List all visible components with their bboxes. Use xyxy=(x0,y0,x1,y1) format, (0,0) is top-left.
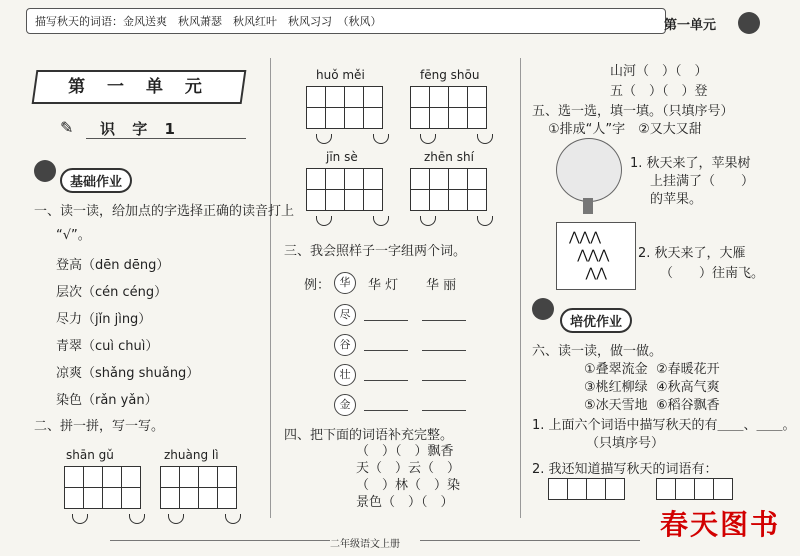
q1-item[interactable]: 青翠（cuì chuì） xyxy=(56,339,159,354)
q3-example-word: 华 丽 xyxy=(426,278,457,293)
pinyin-label: huǒ měi xyxy=(316,68,365,82)
q1-item[interactable]: 层次（cén céng） xyxy=(56,285,168,300)
q3-title: 三、我会照样子一字组两个词。 xyxy=(284,244,467,259)
unit-title: 第 一 单 元 xyxy=(68,77,210,97)
q3-char-ball: 尽 xyxy=(334,304,356,326)
q4-line[interactable]: （ ）林（ ）染 xyxy=(356,478,461,493)
pinyin-label: jīn sè xyxy=(326,150,358,164)
tone-circles xyxy=(420,211,493,230)
answer-line[interactable] xyxy=(422,380,466,381)
q4-line[interactable]: 天（ ）云（ ） xyxy=(356,461,461,476)
writing-grid[interactable] xyxy=(410,86,487,108)
writing-grid[interactable] xyxy=(306,189,383,211)
tone-circles xyxy=(72,509,145,528)
q1-item[interactable]: 登高（dēn dēng） xyxy=(56,258,170,273)
q2-title: 二、拼一拼，写一写。 xyxy=(34,419,165,434)
q4-line[interactable]: （ ）（ ）飘香 xyxy=(356,444,454,459)
lesson-underline xyxy=(86,138,246,139)
section-tag-basic: 基础作业 xyxy=(60,168,132,193)
q6-option: ⑥稻谷飘香 xyxy=(656,398,720,413)
answer-line[interactable] xyxy=(364,410,408,411)
header-phrases: 描写秋天的词语：金风送爽 秋风萧瑟 秋风红叶 秋风习习 （秋风） xyxy=(26,8,666,34)
q3-char-ball: 金 xyxy=(334,394,356,416)
writing-grid[interactable] xyxy=(306,107,383,129)
lesson-title: 识 字 1 xyxy=(100,120,181,138)
q5-item1: 1. 秋天来了，苹果树 xyxy=(630,156,751,171)
q6-option: ④秋高气爽 xyxy=(656,380,720,395)
tone-circles xyxy=(168,509,241,528)
mascot-icon xyxy=(34,160,56,182)
pinyin-label: fēng shōu xyxy=(420,68,480,82)
q5-options: ①排成“人”字 ②又大又甜 xyxy=(548,122,702,137)
mascot-icon xyxy=(532,298,554,320)
geese-icon: ⋀⋀⋀ ⋀⋀⋀ ⋀⋀ xyxy=(569,230,610,281)
q1-item[interactable]: 尽力（jǐn jìng） xyxy=(56,312,152,327)
writing-grid[interactable] xyxy=(548,478,625,500)
q6-item1-cont: （只填序号） xyxy=(586,436,665,451)
tone-circles xyxy=(316,211,389,230)
q5-item1: 的苹果。 xyxy=(650,192,703,207)
pinyin-label: zhēn shí xyxy=(424,150,474,164)
tree-trunk xyxy=(583,198,593,214)
q1-item[interactable]: 凉爽（shǎng shuǎng） xyxy=(56,366,200,381)
writing-grid[interactable] xyxy=(306,86,383,108)
answer-line[interactable] xyxy=(364,380,408,381)
watermark: 春天图书 xyxy=(660,508,781,541)
q3-char-ball: 谷 xyxy=(334,334,356,356)
q3-example-word: 华 灯 xyxy=(368,278,399,293)
q2-pinyin: zhuàng lì xyxy=(164,448,219,462)
writing-grid[interactable] xyxy=(160,487,237,509)
q6-title: 六、读一读，做一做。 xyxy=(532,344,663,359)
q6-option: ②春暖花开 xyxy=(656,362,720,377)
q1-title-cont: “√”。 xyxy=(56,228,91,243)
tone-circles xyxy=(316,129,389,148)
footer-line xyxy=(110,540,330,541)
q5-item1[interactable]: 上挂满了（ ） xyxy=(650,174,755,189)
answer-line[interactable] xyxy=(422,320,466,321)
q4-title: 四、把下面的词语补充完整。 xyxy=(284,428,454,443)
writing-grid[interactable] xyxy=(656,478,733,500)
writing-grid[interactable] xyxy=(306,168,383,190)
writing-grid[interactable] xyxy=(410,168,487,190)
geese-image xyxy=(556,222,636,290)
footer-line xyxy=(420,540,640,541)
answer-line[interactable] xyxy=(422,410,466,411)
q4-line[interactable]: 景色（ ）（ ） xyxy=(356,495,454,510)
writing-grid[interactable] xyxy=(410,189,487,211)
writing-grid[interactable] xyxy=(410,107,487,129)
q3-char-ball: 壮 xyxy=(334,364,356,386)
q5-item2: 2. 秋天来了，大雁 xyxy=(638,246,746,261)
q3-example-label: 例： xyxy=(304,278,331,293)
pen-icon: ✎ xyxy=(60,118,74,137)
q5-title: 五、选一选，填一填。（只填序号） xyxy=(532,104,734,119)
section-tag-advanced: 培优作业 xyxy=(560,308,632,333)
writing-grid[interactable] xyxy=(160,466,237,488)
q1-item[interactable]: 染色（rǎn yǎn） xyxy=(56,393,158,408)
footer-label: 二年级语文上册 xyxy=(330,539,400,550)
q1-title: 一、读一读，给加点的字选择正确的读音打上 xyxy=(34,204,295,219)
q6-option: ①叠翠流金 xyxy=(584,362,648,377)
tone-circles xyxy=(420,129,493,148)
writing-grid[interactable] xyxy=(64,466,141,488)
answer-line[interactable] xyxy=(422,350,466,351)
answer-line[interactable] xyxy=(364,320,408,321)
q6-option: ③桃红柳绿 xyxy=(584,380,648,395)
q3-char-ball: 华 xyxy=(334,272,356,294)
idiom-line[interactable]: 山河（ ）（ ） xyxy=(610,64,708,79)
mascot-icon xyxy=(738,12,760,34)
answer-line[interactable] xyxy=(364,350,408,351)
idiom-line[interactable]: 五（ ）（ ）登 xyxy=(610,84,708,99)
q5-item2[interactable]: （ ）往南飞。 xyxy=(660,266,765,281)
q6-item1[interactable]: 1. 上面六个词语中描写秋天的有＿＿、＿＿。 xyxy=(532,418,796,433)
q6-option: ⑤冰天雪地 xyxy=(584,398,648,413)
writing-grid[interactable] xyxy=(64,487,141,509)
apple-tree-image xyxy=(556,138,622,202)
header-unit: 第一单元 xyxy=(664,18,717,33)
q2-pinyin: shān gǔ xyxy=(66,448,114,462)
q6-item2: 2. 我还知道描写秋天的词语有： xyxy=(532,462,718,477)
column-divider-1 xyxy=(270,58,271,518)
unit-title-box xyxy=(32,70,247,104)
column-divider-2 xyxy=(520,58,521,518)
